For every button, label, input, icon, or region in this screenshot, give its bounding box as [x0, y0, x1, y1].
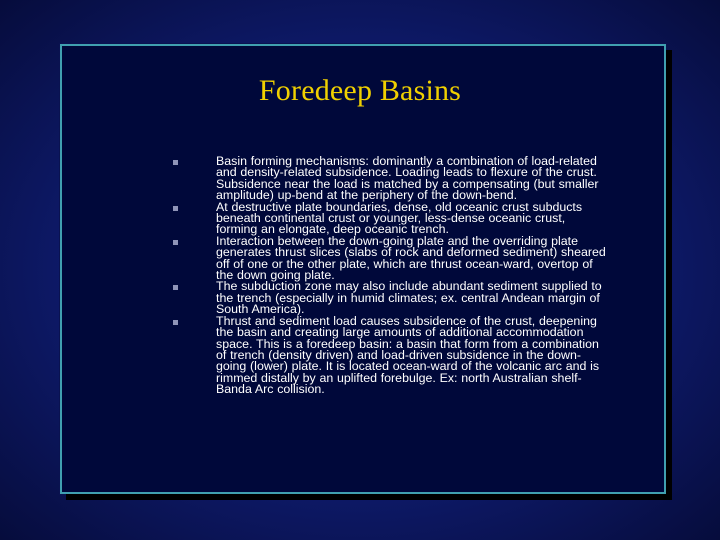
bullet-text: The subduction zone may also include abundant sediment supplied to the trench (especially in humid climates; ex. central Andean margin of South America). — [216, 279, 602, 317]
bullet-list — [168, 156, 608, 396]
square-bullet-icon — [173, 206, 178, 211]
bullet-text: Interaction between the down-going plate and the overriding plate generates thrust slices (slabs of rock and deformed sediment) sheared off of one or the other plate, which are thrust ocean-ward, overtop of the down going plate. — [216, 233, 606, 283]
square-bullet-icon — [173, 320, 178, 325]
bullet-text: Thrust and sediment load causes subsidence of the crust, deepening the basin and creating large amounts of additional accommodation space. This is a foredeep basin: a basin that form from a combination of trench (density driven) and load-driven subsidence in the down-going (lower) plate. It is located ocean-ward of the volcanic arc and is rimmed distally by an uplifted forebulge. Ex: north Australian shelf-Banda Arc collision. — [216, 313, 600, 397]
slide-title: Foredeep Basins — [258, 74, 462, 107]
square-bullet-icon — [173, 285, 178, 290]
bullet-text: At destructive plate boundaries, dense, old oceanic crust subducts beneath continental crust or younger, less-dense oceanic crust, forming an elongate, deep oceanic trench. — [216, 199, 583, 237]
square-bullet-icon — [173, 240, 178, 245]
list-item — [168, 233, 608, 283]
list-item — [168, 313, 608, 397]
square-bullet-icon — [173, 160, 178, 165]
bullet-text: Basin forming mechanisms: dominantly a combination of load-related and density-related subsidence. Loading leads to flexure of the crust. Subsidence near the load is matched by a compensating (but smaller amplitude) up-bend at the periphery of the down-bend. — [216, 154, 599, 203]
list-item — [168, 281, 608, 315]
list-item — [168, 199, 608, 237]
list-item — [168, 156, 608, 202]
